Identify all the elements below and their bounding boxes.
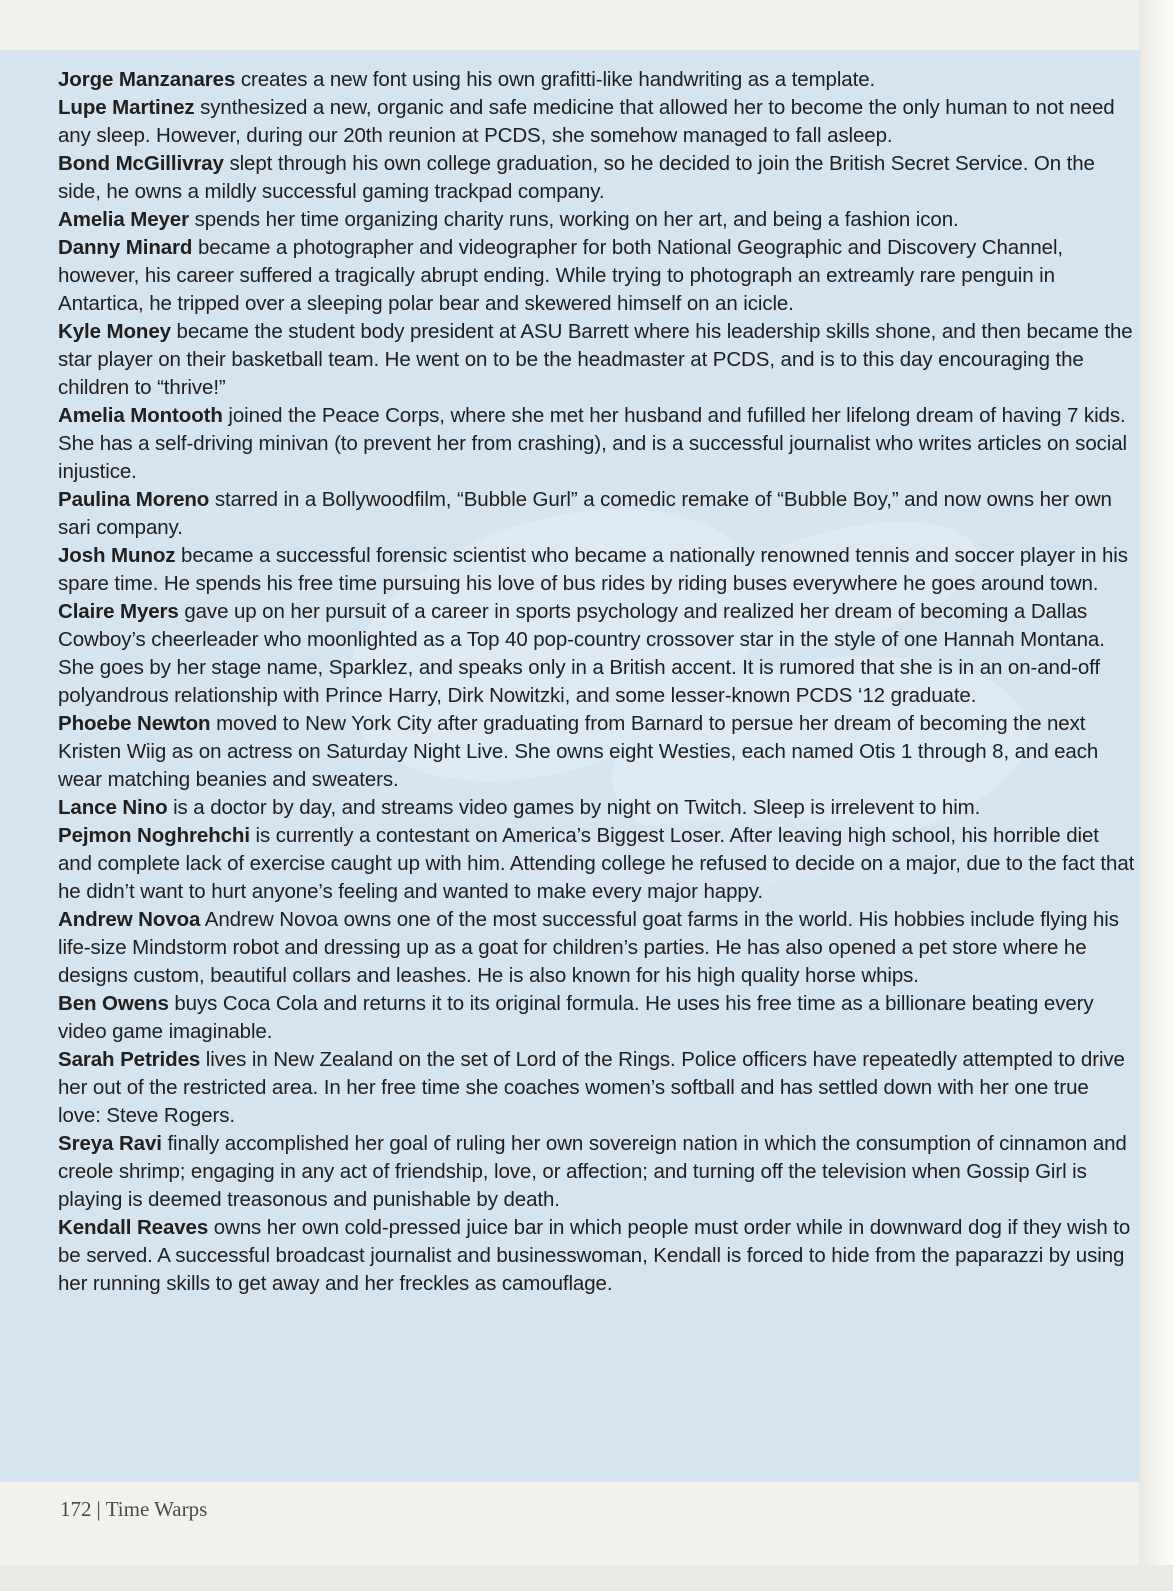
entry-text: creates a new font using his own grafitti-like handwriting as a template. (235, 68, 876, 91)
entry-text: slept through his own college graduation, so he decided to join the British Secret Service. On the side, he owns a mildly successful gaming trackpad company. (58, 152, 1095, 203)
entry-text: is a doctor by day, and streams video games by night on Twitch. Sleep is irrelevent to him. (167, 796, 981, 819)
entry (58, 598, 1136, 710)
entry-text: synthesized a new, organic and safe medicine that allowed her to become the only human to not need any sleep. However, during our 20th reunion at PCDS, she somehow managed to fall asleep. (58, 96, 1115, 147)
entry-name: Paulina Moreno (58, 488, 210, 511)
entry (58, 150, 1136, 206)
entry (58, 1214, 1136, 1298)
entry-name: Kendall Reaves (58, 1216, 209, 1239)
page-footer (60, 1497, 207, 1522)
entry-name: Amelia Montooth (58, 404, 223, 427)
entry-text: lives in New Zealand on the set of Lord of the Rings. Police officers have repeatedly attempted to drive her out of the restricted area. In her free time she coaches women’s softball and has settled down with her one true love: Steve Rogers. (58, 1048, 1125, 1127)
entry-text: spends her time organizing charity runs, working on her art, and being a fashion icon. (188, 208, 959, 231)
entry-name: Lupe Martinez (58, 96, 195, 119)
entry-text: joined the Peace Corps, where she met her husband and fufilled her lifelong dream of having 7 kids. She has a self-driving minivan (to prevent her from crashing), and is a successful journalist who writes articles on social injustice. (58, 404, 1127, 483)
entry-name: Kyle Money (58, 320, 171, 343)
entry-name: Sarah Petrides (58, 1048, 201, 1071)
section-title: Time Warps (105, 1497, 208, 1521)
entry-name: Sreya Ravi (58, 1132, 162, 1155)
entry-text: starred in a Bollywoodfilm, “Bubble Gurl” a comedic remake of “Bubble Boy,” and now owns her own sari company. (58, 488, 1112, 539)
entry (58, 318, 1136, 402)
entry-text: owns her own cold-pressed juice bar in which people must order while in downward dog if they wish to be served. A successful broadcast journalist and businesswoman, Kendall is forced to hide from the paparazzi by using her running skills to get away and her freckles as camouflage. (58, 1216, 1131, 1295)
entry (58, 794, 1136, 822)
entry-name: Andrew Novoa (58, 908, 201, 931)
entry (58, 990, 1136, 1046)
entry-name: Jorge Manzanares (58, 68, 236, 91)
footer-separator: | (96, 1497, 101, 1521)
entry-name: Lance Nino (58, 796, 168, 819)
entry-text: Andrew Novoa owns one of the most successful goat farms in the world. His hobbies include flying his life-size Mindstorm robot and dressing up as a goat for children’s parties. He has also opened a pet store where he designs custom, beautiful collars and leashes. He is also known for his high quality horse whips. (58, 908, 1119, 987)
page-number: 172 (60, 1497, 92, 1521)
entry-text: is currently a contestant on America’s Biggest Loser. After leaving high school, his horrible diet and complete lack of exercise caught up with him. Attending college he refused to decide on a major, due to the fact that he didn’t want to hurt anyone’s feeling and wanted to make every major happy. (58, 824, 1135, 903)
entry-text: gave up on her pursuit of a career in sports psychology and realized her dream of becoming a Dallas Cowboy’s cheerleader who moonlighted as a Top 40 pop-country crossover star in the style of one Hannah Montana. She goes by her stage name, Sparklez, and speaks only in a British accent. It is rumored that she is in an on-and-off polyandrous relationship with Prince Harry, Dirk Nowitzki, and some lesser-known PCDS ‘12 graduate. (58, 600, 1105, 707)
entry-name: Amelia Meyer (58, 208, 189, 231)
entry-name: Claire Myers (58, 600, 179, 623)
entry-name: Danny Minard (58, 236, 193, 259)
entry (58, 66, 1136, 94)
entry-text: buys Coca Cola and returns it to its original formula. He uses his free time as a billionare beating every video game imaginable. (58, 992, 1094, 1043)
entry (58, 822, 1136, 906)
entry-name: Phoebe Newton (58, 712, 211, 735)
entry (58, 234, 1136, 318)
entry (58, 542, 1136, 598)
entry (58, 1130, 1136, 1214)
entry-text: became the student body president at ASU Barrett where his leadership skills shone, and then became the star player on their basketball team. He went on to be the headmaster at PCDS, and is to this day encouraging the children to “thrive!” (58, 320, 1133, 399)
entry-text: finally accomplished her goal of ruling her own sovereign nation in which the consumption of cinnamon and creole shrimp; engaging in any act of friendship, love, or affection; and turning off the television when Gossip Girl is playing is deemed treasonous and punishable by death. (58, 1132, 1127, 1211)
entry-name: Ben Owens (58, 992, 169, 1015)
page-edge (1139, 0, 1173, 1591)
entry (58, 94, 1136, 150)
predictions-text (58, 66, 1136, 1298)
entry-name: Pejmon Noghrehchi (58, 824, 250, 847)
entry (58, 402, 1136, 486)
bottom-band (0, 1565, 1173, 1591)
entry-text: moved to New York City after graduating from Barnard to persue her dream of becoming the next Kristen Wiig as on actress on Saturday Night Live. She owns eight Westies, each named Otis 1 through 8, and each wear matching beanies and sweaters. (58, 712, 1099, 791)
entry (58, 486, 1136, 542)
entry-name: Josh Munoz (58, 544, 176, 567)
entry (58, 710, 1136, 794)
entry (58, 206, 1136, 234)
entry-text: became a successful forensic scientist who became a nationally renowned tennis and soccer player in his spare time. He spends his free time pursuing his love of bus rides by riding buses everywhere he goes around town. (58, 544, 1128, 595)
entry-text: became a photographer and videographer for both National Geographic and Discovery Channel, however, his career suffered a tragically abrupt ending. While trying to photograph an extreamly rare penguin in Antartica, he tripped over a sleeping polar bear and skewered himself on an icicle. (58, 236, 1064, 315)
entry-name: Bond McGillivray (58, 152, 224, 175)
entry (58, 906, 1136, 990)
entry (58, 1046, 1136, 1130)
